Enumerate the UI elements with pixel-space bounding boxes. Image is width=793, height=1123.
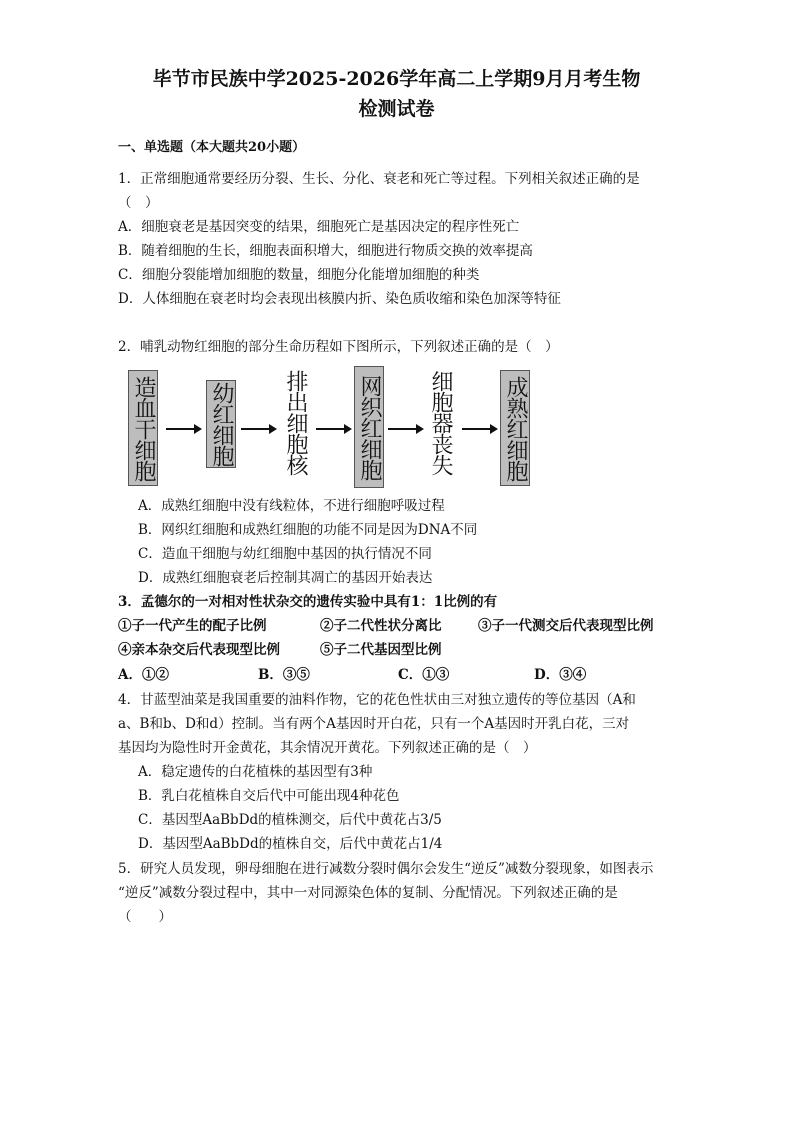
question-2-options <box>138 494 698 590</box>
stage4-text: 网织红细胞 <box>357 374 382 480</box>
question-2-option-a: A．成熟红细胞中没有线粒体，不进行细胞呼吸过程 <box>138 498 445 514</box>
stage-box-mature-red-cell <box>500 370 530 486</box>
stage2-text: 幼红细胞 <box>209 382 234 466</box>
question-3-option-d: D．③④ <box>534 667 587 683</box>
question-3-option-c: C．①③ <box>398 667 450 683</box>
question-1-stem-line2: （ ） <box>118 195 159 211</box>
question-3-item-5: ⑤子二代基因型比例 <box>320 642 442 658</box>
question-5-line1: 5．研究人员发现，卵母细胞在进行减数分裂时偶尔会发生“逆反”减数分裂现象，如图表示 <box>118 861 654 877</box>
question-3-option-a: A．①② <box>118 667 169 683</box>
stage-box-reticulocyte <box>354 366 384 488</box>
arrow-icon <box>316 422 352 436</box>
question-4-options <box>138 760 698 856</box>
question-1-option-a: A．细胞衰老是基因突变的结果，细胞死亡是基因决定的程序性死亡 <box>118 219 520 235</box>
arrow-icon <box>388 422 424 436</box>
question-4-option-a: A．稳定遗传的白花植株的基因型有3种 <box>138 764 373 780</box>
question-4-line1: 4．甘蓝型油菜是我国重要的油料作物，它的花色性状由三对独立遗传的等位基因（A和 <box>118 692 636 708</box>
exam-title-line1: 毕节市民族中学2025-2026学年高二上学期9月月考生物 <box>152 68 641 90</box>
stage3-text: 排出细胞核 <box>283 370 308 475</box>
question-4-option-d: D．基因型AaBbDd的植株自交，后代中黄花占1/4 <box>138 836 443 852</box>
arrow-icon <box>166 422 202 436</box>
question-4-stem <box>118 688 678 760</box>
question-3-stem: 3．孟德尔的一对相对性状杂交的遗传实验中具有1：1比例的有 <box>118 594 498 610</box>
question-4-option-b: B．乳白花植株自交后代中可能出现4种花色 <box>138 788 400 804</box>
question-1-stem-line1: 1．正常细胞通常要经历分裂、生长、分化、衰老和死亡等过程。下列相关叙述正确的是 <box>118 171 640 187</box>
stage-box-hematopoietic-stem-cell <box>128 370 158 486</box>
question-4-option-c: C．基因型AaBbDd的植株测交，后代中黄花占3/5 <box>138 812 442 828</box>
question-3-item-3: ③子一代测交后代表现型比例 <box>478 618 654 634</box>
red-cell-flow-diagram <box>126 366 536 490</box>
stage-box-young-red-cell <box>206 380 236 468</box>
stage6-text: 成熟红细胞 <box>503 375 528 481</box>
question-1 <box>118 167 678 311</box>
question-3-item-1: ①子一代产生的配子比例 <box>118 618 267 634</box>
question-4-line3: 基因均为隐性时开金黄花，其余情况开黄花。下列叙述正确的是（ ） <box>118 740 537 756</box>
stage1-text: 造血干细胞 <box>131 375 156 481</box>
exam-title-line2: 检测试卷 <box>358 98 435 120</box>
question-5-line2: “逆反”减数分裂过程中，其中一对同源染色体的复制、分配情况。下列叙述正确的是 <box>118 885 618 901</box>
stage5-text: 细胞器丧失 <box>428 370 453 475</box>
section-heading: 一、单选题（本大题共20小题） <box>118 140 306 155</box>
question-1-option-d: D．人体细胞在衰老时均会表现出核膜内折、染色质收缩和染色加深等特征 <box>118 291 561 307</box>
question-2-option-c: C．造血干细胞与幼红细胞中基因的执行情况不同 <box>138 546 432 562</box>
question-5-line3: （ ） <box>118 909 172 925</box>
question-3-option-b: B．③⑤ <box>258 667 310 683</box>
question-3-item-2: ②子二代性状分离比 <box>320 618 442 634</box>
question-1-option-c: C．细胞分裂能增加细胞的数量，细胞分化能增加细胞的种类 <box>118 267 480 283</box>
question-1-option-b: B．随着细胞的生长，细胞表面积增大，细胞进行物质交换的效率提高 <box>118 243 533 259</box>
question-2-stem: 2．哺乳动物红细胞的部分生命历程如下图所示，下列叙述正确的是（ ） <box>118 339 559 355</box>
question-2-option-d: D．成熟红细胞衰老后控制其凋亡的基因开始表达 <box>138 570 433 586</box>
question-2-option-b: B．网织红细胞和成熟红细胞的功能不同是因为DNA不同 <box>138 522 478 538</box>
question-3-item-4: ④亲本杂交后代表现型比例 <box>118 642 280 658</box>
question-4-line2: a、B和b、D和d）控制。当有两个A基因时开白花，只有一个A基因时开乳白花，三对 <box>118 716 630 732</box>
arrow-icon <box>462 422 498 436</box>
stage-label-nucleus-expelled <box>281 370 309 484</box>
question-5-stem <box>118 857 678 929</box>
stage-label-organelles-lost <box>426 370 454 484</box>
exam-title <box>110 64 683 124</box>
arrow-icon <box>241 422 277 436</box>
